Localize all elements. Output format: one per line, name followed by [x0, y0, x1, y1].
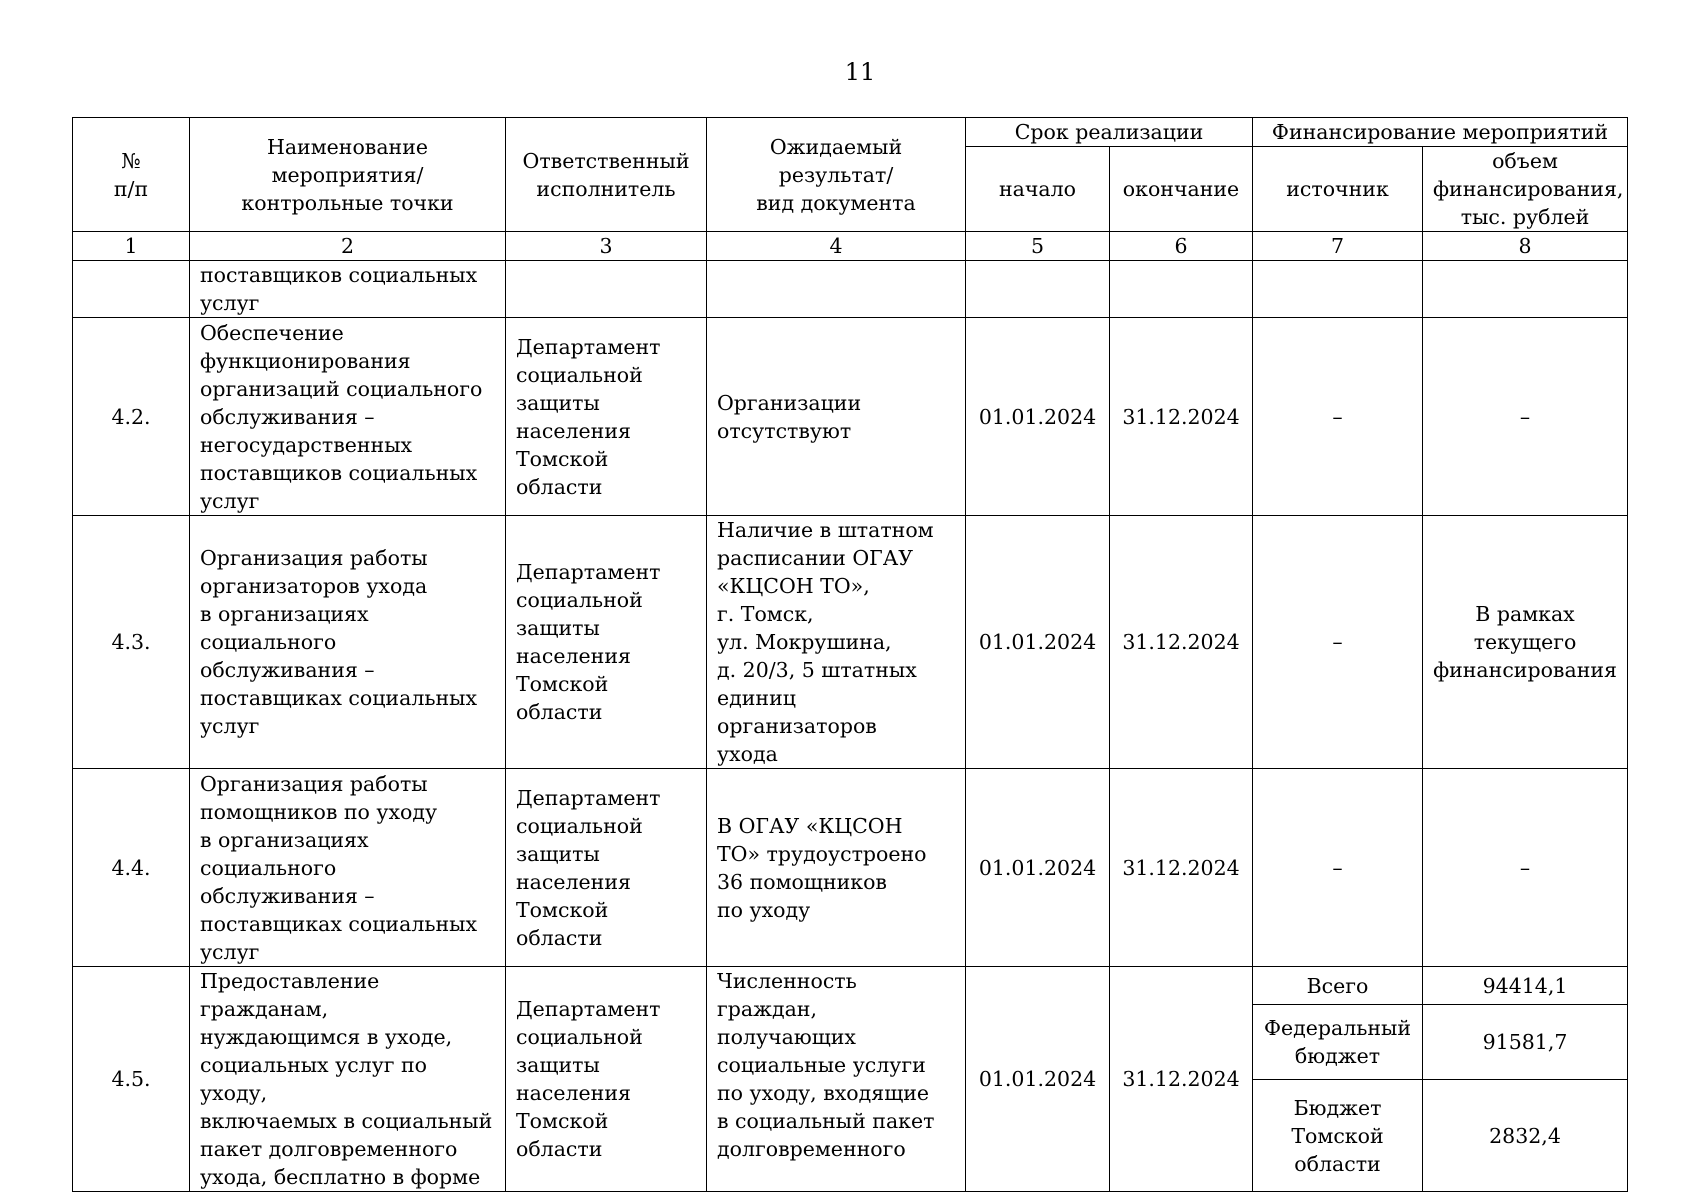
row-start: 01.01.2024	[966, 318, 1110, 516]
header-num: № п/п	[73, 118, 190, 232]
row-end: 31.12.2024	[1110, 769, 1253, 967]
row-executor: Департамент социальной защиты населения Томской области	[506, 516, 707, 769]
row-name: Организация работы организаторов ухода в организациях социального обслуживания – поставщиках социальных услуг	[190, 516, 506, 769]
row-executor	[506, 261, 707, 318]
row-start: 01.01.2024	[966, 769, 1110, 967]
header-term: Срок реализации	[966, 118, 1253, 147]
row-num: 4.5.	[73, 967, 190, 1192]
row-end	[1110, 261, 1253, 318]
row-end: 31.12.2024	[1110, 516, 1253, 769]
header-source: источник	[1253, 147, 1423, 232]
row-num: 4.3.	[73, 516, 190, 769]
row-result: В ОГАУ «КЦСОН ТО» трудоустроено 36 помощников по уходу	[707, 769, 966, 967]
financing-volume-total: 94414,1	[1423, 967, 1628, 1005]
table-row	[73, 516, 1628, 769]
header-result: Ожидаемый результат/ вид документа	[707, 118, 966, 232]
row-volume: –	[1423, 318, 1628, 516]
header-volume: объем финансирования, тыс. рублей	[1423, 147, 1628, 232]
row-name: Предоставление гражданам, нуждающимся в уходе, социальных услуг по уходу, включаемых в социальный пакет долговременного ухода, бесплатно в форме	[190, 967, 506, 1192]
financing-source-regional: Бюджет Томской области	[1253, 1080, 1423, 1192]
header-end: окончание	[1110, 147, 1253, 232]
row-start	[966, 261, 1110, 318]
header-financing: Финансирование мероприятий	[1253, 118, 1628, 147]
financing-source-total: Всего	[1253, 967, 1423, 1005]
row-source: –	[1253, 769, 1423, 967]
column-number: 5	[966, 232, 1110, 261]
row-result: Численность граждан, получающих социальные услуги по уходу, входящие в социальный пакет долговременного	[707, 967, 966, 1192]
column-numbers-row	[73, 232, 1628, 261]
table-row	[73, 967, 1628, 1005]
header-executor: Ответственный исполнитель	[506, 118, 707, 232]
row-volume	[1423, 261, 1628, 318]
row-name: Организация работы помощников по уходу в организациях социального обслуживания – поставщиках социальных услуг	[190, 769, 506, 967]
row-source	[1253, 261, 1423, 318]
row-name: Обеспечение функционирования организаций социального обслуживания – негосударственных поставщиков социальных услуг	[190, 318, 506, 516]
table-row	[73, 261, 1628, 318]
row-num: 4.2.	[73, 318, 190, 516]
row-start: 01.01.2024	[966, 516, 1110, 769]
row-result	[707, 261, 966, 318]
financing-source-federal: Федеральный бюджет	[1253, 1005, 1423, 1080]
row-volume: В рамках текущего финансирования	[1423, 516, 1628, 769]
row-start: 01.01.2024	[966, 967, 1110, 1192]
row-volume: –	[1423, 769, 1628, 967]
table-row	[73, 318, 1628, 516]
column-number: 8	[1423, 232, 1628, 261]
row-result: Наличие в штатном расписании ОГАУ «КЦСОН ТО», г. Томск, ул. Мокрушина, д. 20/3, 5 штатных единиц организаторов ухода	[707, 516, 966, 769]
measures-table	[72, 117, 1628, 1192]
column-number: 2	[190, 232, 506, 261]
row-executor: Департамент социальной защиты населения Томской области	[506, 318, 707, 516]
column-number: 3	[506, 232, 707, 261]
header-start: начало	[966, 147, 1110, 232]
column-number: 7	[1253, 232, 1423, 261]
column-number: 4	[707, 232, 966, 261]
header-name: Наименование мероприятия/ контрольные точки	[190, 118, 506, 232]
row-executor: Департамент социальной защиты населения Томской области	[506, 769, 707, 967]
row-num: 4.4.	[73, 769, 190, 967]
financing-volume-regional: 2832,4	[1423, 1080, 1628, 1192]
row-result: Организации отсутствуют	[707, 318, 966, 516]
row-end: 31.12.2024	[1110, 318, 1253, 516]
table-row	[73, 769, 1628, 967]
column-number: 1	[73, 232, 190, 261]
column-number: 6	[1110, 232, 1253, 261]
row-num	[73, 261, 190, 318]
row-name: поставщиков социальных услуг	[190, 261, 506, 318]
financing-volume-federal: 91581,7	[1423, 1005, 1628, 1080]
row-executor: Департамент социальной защиты населения Томской области	[506, 967, 707, 1192]
row-source: –	[1253, 516, 1423, 769]
page-number: 11	[844, 58, 876, 86]
row-end: 31.12.2024	[1110, 967, 1253, 1192]
row-source: –	[1253, 318, 1423, 516]
